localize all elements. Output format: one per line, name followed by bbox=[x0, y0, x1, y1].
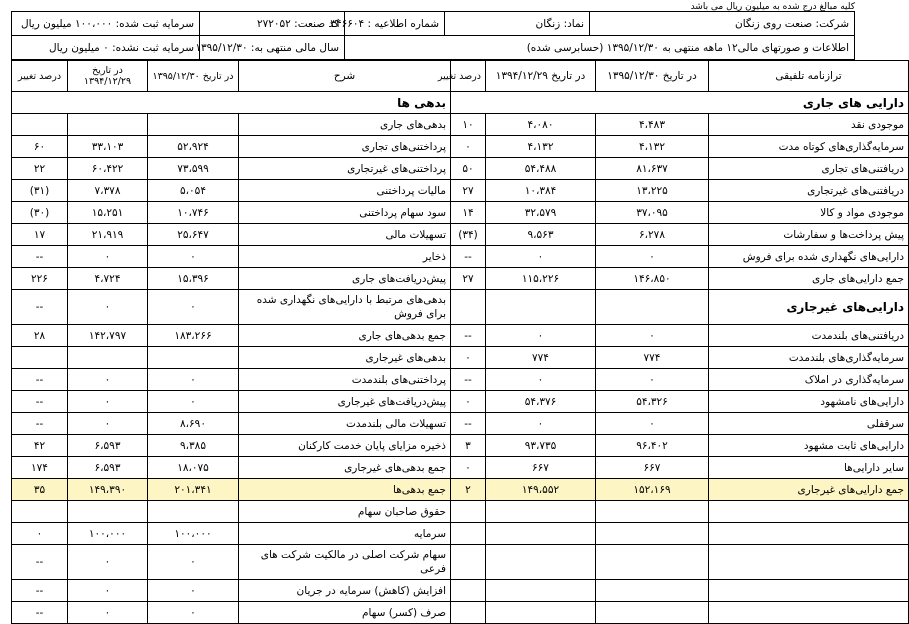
liability-value-1395 bbox=[148, 114, 239, 136]
liability-change: ۲۲۶ bbox=[12, 268, 68, 290]
liability-value-1394: ۰ bbox=[68, 580, 148, 602]
asset-label: دارایی‌های غیرجاری bbox=[709, 290, 909, 325]
asset-value-1395 bbox=[596, 580, 709, 602]
asset-value-1395: ۶،۲۷۸ bbox=[596, 224, 709, 246]
liability-change: ۳۵ bbox=[12, 479, 68, 501]
col-liab-1395: در تاریخ ۱۳۹۵/۱۲/۳۰ bbox=[148, 61, 239, 92]
liability-change: ۱۷ bbox=[12, 224, 68, 246]
asset-value-1394: ۶۶۷ bbox=[486, 457, 596, 479]
liability-change: -- bbox=[12, 290, 68, 325]
liability-value-1394 bbox=[68, 501, 148, 523]
col-asset-1395: در تاریخ ۱۳۹۵/۱۲/۳۰ bbox=[596, 61, 709, 92]
liability-label: تسهیلات مالی بلندمدت bbox=[239, 413, 451, 435]
section-row bbox=[12, 92, 909, 114]
asset-value-1394: ۷۷۴ bbox=[486, 347, 596, 369]
asset-change: ۲ bbox=[451, 479, 486, 501]
asset-value-1395: ۳۷،۰۹۵ bbox=[596, 202, 709, 224]
asset-label: جمع دارایی‌های جاری bbox=[709, 268, 909, 290]
liability-label: جمع بدهی‌های غیرجاری bbox=[239, 457, 451, 479]
liability-value-1394: ۰ bbox=[68, 290, 148, 325]
asset-label: موجودی مواد و کالا bbox=[709, 202, 909, 224]
asset-value-1395: ۷۷۴ bbox=[596, 347, 709, 369]
liability-value-1394: ۱۵،۲۵۱ bbox=[68, 202, 148, 224]
liability-value-1395: ۰ bbox=[148, 602, 239, 624]
table-row bbox=[12, 347, 909, 369]
col-liab-change: درصد تغییر bbox=[12, 61, 68, 92]
liability-value-1394: ۰ bbox=[68, 602, 148, 624]
liability-value-1395: ۹،۳۸۵ bbox=[148, 435, 239, 457]
liability-value-1395 bbox=[148, 501, 239, 523]
col-liab-1394: در تاریخ ۱۳۹۴/۱۲/۲۹ bbox=[68, 61, 148, 92]
asset-value-1395: ۴،۱۳۲ bbox=[596, 136, 709, 158]
liability-label: پرداختنی‌های بلندمدت bbox=[239, 369, 451, 391]
liability-value-1394: ۶،۵۹۳ bbox=[68, 457, 148, 479]
table-row bbox=[12, 479, 909, 501]
asset-value-1395: ۰ bbox=[596, 369, 709, 391]
asset-value-1395 bbox=[596, 602, 709, 624]
industry-code: کد صنعت: ۲۷۲۰۵۲ bbox=[200, 12, 345, 36]
liability-value-1394: ۱۴۹،۳۹۰ bbox=[68, 479, 148, 501]
liability-change: ۶۰ bbox=[12, 136, 68, 158]
asset-value-1394: ۰ bbox=[486, 369, 596, 391]
asset-label: دریافتنی‌های بلندمدت bbox=[709, 325, 909, 347]
table-row bbox=[12, 545, 909, 580]
asset-value-1395 bbox=[596, 545, 709, 580]
asset-value-1394: ۵۴،۳۷۶ bbox=[486, 391, 596, 413]
asset-value-1395 bbox=[596, 290, 709, 325]
liability-label: بدهی‌های مرتبط با دارایی‌های نگهداری شده برای فروش bbox=[239, 290, 451, 325]
asset-label bbox=[709, 602, 909, 624]
asset-value-1394 bbox=[486, 580, 596, 602]
liability-value-1395: ۰ bbox=[148, 391, 239, 413]
asset-label bbox=[709, 545, 909, 580]
liability-label: ذخایر bbox=[239, 246, 451, 268]
asset-change bbox=[451, 290, 486, 325]
table-row bbox=[12, 391, 909, 413]
unregistered-capital: سرمایه ثبت نشده: ۰ میلیون ریال bbox=[12, 36, 200, 60]
liability-value-1395: ۱۰،۷۴۶ bbox=[148, 202, 239, 224]
asset-label: دارایی‌های نگهداری شده برای فروش bbox=[709, 246, 909, 268]
asset-value-1395: ۱۵۲،۱۶۹ bbox=[596, 479, 709, 501]
liability-change: -- bbox=[12, 580, 68, 602]
asset-value-1395: ۵۴،۳۲۶ bbox=[596, 391, 709, 413]
table-row bbox=[12, 435, 909, 457]
report-header bbox=[11, 11, 855, 60]
liability-value-1394: ۰ bbox=[68, 246, 148, 268]
col-asset-change: درصد تغییر bbox=[451, 61, 486, 92]
liability-value-1394: ۰ bbox=[68, 391, 148, 413]
liability-value-1395: ۲۰۱،۳۴۱ bbox=[148, 479, 239, 501]
table-row bbox=[12, 413, 909, 435]
asset-change: ۰ bbox=[451, 457, 486, 479]
company-name: شرکت: صنعت روی زنگان bbox=[590, 12, 855, 36]
asset-value-1394: ۳۲،۵۷۹ bbox=[486, 202, 596, 224]
liability-change: -- bbox=[12, 413, 68, 435]
table-row bbox=[12, 180, 909, 202]
asset-change: -- bbox=[451, 413, 486, 435]
balance-sheet-table bbox=[11, 60, 909, 624]
table-row bbox=[12, 602, 909, 624]
liability-change: -- bbox=[12, 369, 68, 391]
table-row bbox=[12, 290, 909, 325]
table-row bbox=[12, 268, 909, 290]
liability-label: پیش‌دریافت‌های جاری bbox=[239, 268, 451, 290]
asset-value-1394: ۰ bbox=[486, 413, 596, 435]
asset-change: -- bbox=[451, 369, 486, 391]
asset-value-1394 bbox=[486, 545, 596, 580]
asset-value-1395 bbox=[596, 523, 709, 545]
liability-value-1395: ۸،۶۹۰ bbox=[148, 413, 239, 435]
liability-value-1394: ۱۰۰،۰۰۰ bbox=[68, 523, 148, 545]
liability-label: سهام شرکت اصلی در مالکیت شرکت های فرعی bbox=[239, 545, 451, 580]
asset-label: جمع دارایی‌های غیرجاری bbox=[709, 479, 909, 501]
asset-change bbox=[451, 602, 486, 624]
asset-value-1394: ۰ bbox=[486, 246, 596, 268]
asset-label bbox=[709, 523, 909, 545]
asset-label: سایر دارایی‌ها bbox=[709, 457, 909, 479]
liability-value-1395: ۱۸۳،۲۶۶ bbox=[148, 325, 239, 347]
asset-change bbox=[451, 580, 486, 602]
liability-change: -- bbox=[12, 602, 68, 624]
table-row bbox=[12, 136, 909, 158]
asset-value-1395: ۹۶،۴۰۲ bbox=[596, 435, 709, 457]
liability-value-1395: ۰ bbox=[148, 246, 239, 268]
table-row bbox=[12, 580, 909, 602]
liability-label: سرمایه bbox=[239, 523, 451, 545]
liability-value-1394: ۱۴۲،۷۹۷ bbox=[68, 325, 148, 347]
liability-value-1395: ۵،۰۵۴ bbox=[148, 180, 239, 202]
asset-value-1394 bbox=[486, 523, 596, 545]
asset-value-1394: ۱۱۵،۲۲۶ bbox=[486, 268, 596, 290]
liability-label: ذخیره مزایای پایان خدمت کارکنان bbox=[239, 435, 451, 457]
asset-change bbox=[451, 545, 486, 580]
liability-label: سود سهام پرداختنی bbox=[239, 202, 451, 224]
asset-value-1395: ۰ bbox=[596, 325, 709, 347]
asset-change: ۱۰ bbox=[451, 114, 486, 136]
liability-value-1394: ۰ bbox=[68, 545, 148, 580]
table-row bbox=[12, 224, 909, 246]
liability-value-1395: ۱۸،۰۷۵ bbox=[148, 457, 239, 479]
liability-value-1394: ۴،۷۲۴ bbox=[68, 268, 148, 290]
asset-change: ۰ bbox=[451, 136, 486, 158]
asset-value-1394: ۱۰،۳۸۴ bbox=[486, 180, 596, 202]
table-row bbox=[12, 246, 909, 268]
liability-change: ۲۲ bbox=[12, 158, 68, 180]
table-row bbox=[12, 369, 909, 391]
liability-change: ۲۸ bbox=[12, 325, 68, 347]
asset-value-1394: ۴،۰۸۰ bbox=[486, 114, 596, 136]
table-row bbox=[12, 202, 909, 224]
asset-value-1395: ۱۳،۲۲۵ bbox=[596, 180, 709, 202]
table-row bbox=[12, 457, 909, 479]
liability-value-1394: ۶،۵۹۳ bbox=[68, 435, 148, 457]
liability-value-1395: ۰ bbox=[148, 580, 239, 602]
asset-change: -- bbox=[451, 325, 486, 347]
asset-change: ۰ bbox=[451, 391, 486, 413]
notice-number: شماره اطلاعیه : ۳۴۶۶۰۴ bbox=[345, 12, 445, 36]
asset-change: -- bbox=[451, 246, 486, 268]
asset-change: ۲۷ bbox=[451, 268, 486, 290]
col-liab-desc: شرح bbox=[239, 61, 451, 92]
asset-value-1395: ۸۱،۶۳۷ bbox=[596, 158, 709, 180]
table-row bbox=[12, 114, 909, 136]
asset-value-1395: ۰ bbox=[596, 413, 709, 435]
table-row bbox=[12, 501, 909, 523]
asset-label bbox=[709, 580, 909, 602]
liability-value-1395: ۰ bbox=[148, 369, 239, 391]
asset-value-1394: ۹۳،۷۳۵ bbox=[486, 435, 596, 457]
asset-value-1395: ۴،۴۸۳ bbox=[596, 114, 709, 136]
asset-value-1394 bbox=[486, 602, 596, 624]
liability-label: حقوق صاحبان سهام bbox=[239, 501, 451, 523]
asset-change: ۳ bbox=[451, 435, 486, 457]
liability-label: پرداختنی‌های غیرتجاری bbox=[239, 158, 451, 180]
asset-change: ۲۷ bbox=[451, 180, 486, 202]
liability-change: ۰ bbox=[12, 523, 68, 545]
liability-value-1394 bbox=[68, 114, 148, 136]
liability-label: جمع بدهی‌ها bbox=[239, 479, 451, 501]
liability-value-1395: ۱۵،۳۹۶ bbox=[148, 268, 239, 290]
liability-change: -- bbox=[12, 246, 68, 268]
asset-value-1395: ۱۴۶،۸۵۰ bbox=[596, 268, 709, 290]
liability-value-1395: ۰ bbox=[148, 545, 239, 580]
liability-label: تسهیلات مالی bbox=[239, 224, 451, 246]
liability-change: -- bbox=[12, 391, 68, 413]
assets-section-title: دارایی های جاری bbox=[451, 92, 909, 114]
asset-label: دریافتنی‌های غیرتجاری bbox=[709, 180, 909, 202]
liability-value-1394 bbox=[68, 347, 148, 369]
asset-change: ۵۰ bbox=[451, 158, 486, 180]
asset-value-1394 bbox=[486, 501, 596, 523]
table-row bbox=[12, 523, 909, 545]
col-asset-1394: در تاریخ ۱۳۹۴/۱۲/۲۹ bbox=[486, 61, 596, 92]
liability-label: افزایش (کاهش) سرمایه در جریان bbox=[239, 580, 451, 602]
asset-label: دریافتنی‌های تجاری bbox=[709, 158, 909, 180]
asset-change bbox=[451, 523, 486, 545]
liability-change: (۳۰) bbox=[12, 202, 68, 224]
liability-change: ۴۲ bbox=[12, 435, 68, 457]
liability-change: ۱۷۴ bbox=[12, 457, 68, 479]
asset-label: سرمایه‌گذاری‌های بلندمدت bbox=[709, 347, 909, 369]
registered-capital: سرمایه ثبت شده: ۱۰۰،۰۰۰ میلیون ریال bbox=[12, 12, 200, 36]
table-row bbox=[12, 158, 909, 180]
asset-change: (۳۴) bbox=[451, 224, 486, 246]
fiscal-year: سال مالی منتهی به: ۱۳۹۵/۱۲/۳۰ bbox=[200, 36, 345, 60]
asset-label: سرمایه‌گذاری‌های کوتاه مدت bbox=[709, 136, 909, 158]
amounts-note: کلیه مبالغ درج شده به میلیون ریال می باشد bbox=[690, 2, 855, 12]
liability-label: جمع بدهی‌های جاری bbox=[239, 325, 451, 347]
liability-value-1394: ۶۰،۴۲۲ bbox=[68, 158, 148, 180]
liability-value-1394: ۰ bbox=[68, 413, 148, 435]
asset-value-1395: ۰ bbox=[596, 246, 709, 268]
asset-label: سرمایه‌گذاری در املاک bbox=[709, 369, 909, 391]
liability-change: -- bbox=[12, 545, 68, 580]
asset-value-1394 bbox=[486, 290, 596, 325]
liability-value-1394: ۰ bbox=[68, 369, 148, 391]
liability-label: بدهی‌های جاری bbox=[239, 114, 451, 136]
liability-value-1395 bbox=[148, 347, 239, 369]
asset-value-1395 bbox=[596, 501, 709, 523]
liability-value-1395: ۵۲،۹۲۴ bbox=[148, 136, 239, 158]
liability-change bbox=[12, 501, 68, 523]
table-row bbox=[12, 325, 909, 347]
asset-change: ۱۴ bbox=[451, 202, 486, 224]
liability-value-1395: ۰ bbox=[148, 290, 239, 325]
symbol: نماد: زنگان bbox=[445, 12, 590, 36]
liability-value-1394: ۲۱،۹۱۹ bbox=[68, 224, 148, 246]
liabilities-section-title: بدهی ها bbox=[12, 92, 451, 114]
asset-label: سرقفلی bbox=[709, 413, 909, 435]
asset-label: پیش پرداخت‌ها و سفارشات bbox=[709, 224, 909, 246]
liability-value-1395: ۱۰۰،۰۰۰ bbox=[148, 523, 239, 545]
asset-change: ۰ bbox=[451, 347, 486, 369]
asset-value-1394: ۰ bbox=[486, 325, 596, 347]
asset-value-1395: ۶۶۷ bbox=[596, 457, 709, 479]
report-title: اطلاعات و صورتهای مالی۱۲ ماهه منتهی به ۱۳۹۵/۱۲/۳۰ (حسابرسی شده) bbox=[345, 36, 855, 60]
liability-label: مالیات پرداختنی bbox=[239, 180, 451, 202]
asset-value-1394: ۴،۱۳۲ bbox=[486, 136, 596, 158]
liability-change bbox=[12, 114, 68, 136]
liability-value-1395: ۷۳،۵۹۹ bbox=[148, 158, 239, 180]
liability-change: (۳۱) bbox=[12, 180, 68, 202]
asset-value-1394: ۱۴۹،۵۵۲ bbox=[486, 479, 596, 501]
liability-value-1394: ۷،۳۷۸ bbox=[68, 180, 148, 202]
asset-label: دارایی‌های نامشهود bbox=[709, 391, 909, 413]
asset-label: دارایی‌های ثابت مشهود bbox=[709, 435, 909, 457]
table-header-row bbox=[12, 61, 909, 92]
liability-label: صرف (کسر) سهام bbox=[239, 602, 451, 624]
asset-label bbox=[709, 501, 909, 523]
liability-label: پرداختنی‌های تجاری bbox=[239, 136, 451, 158]
liability-change bbox=[12, 347, 68, 369]
asset-label: موجودی نقد bbox=[709, 114, 909, 136]
asset-change bbox=[451, 501, 486, 523]
asset-value-1394: ۵۴،۴۸۸ bbox=[486, 158, 596, 180]
asset-value-1394: ۹،۵۶۳ bbox=[486, 224, 596, 246]
col-asset-desc: ترازنامه تلفیقی bbox=[709, 61, 909, 92]
liability-label: بدهی‌های غیرجاری bbox=[239, 347, 451, 369]
liability-label: پیش‌دریافت‌های غیرجاری bbox=[239, 391, 451, 413]
liability-value-1395: ۲۵،۶۴۷ bbox=[148, 224, 239, 246]
liability-value-1394: ۳۳،۱۰۳ bbox=[68, 136, 148, 158]
